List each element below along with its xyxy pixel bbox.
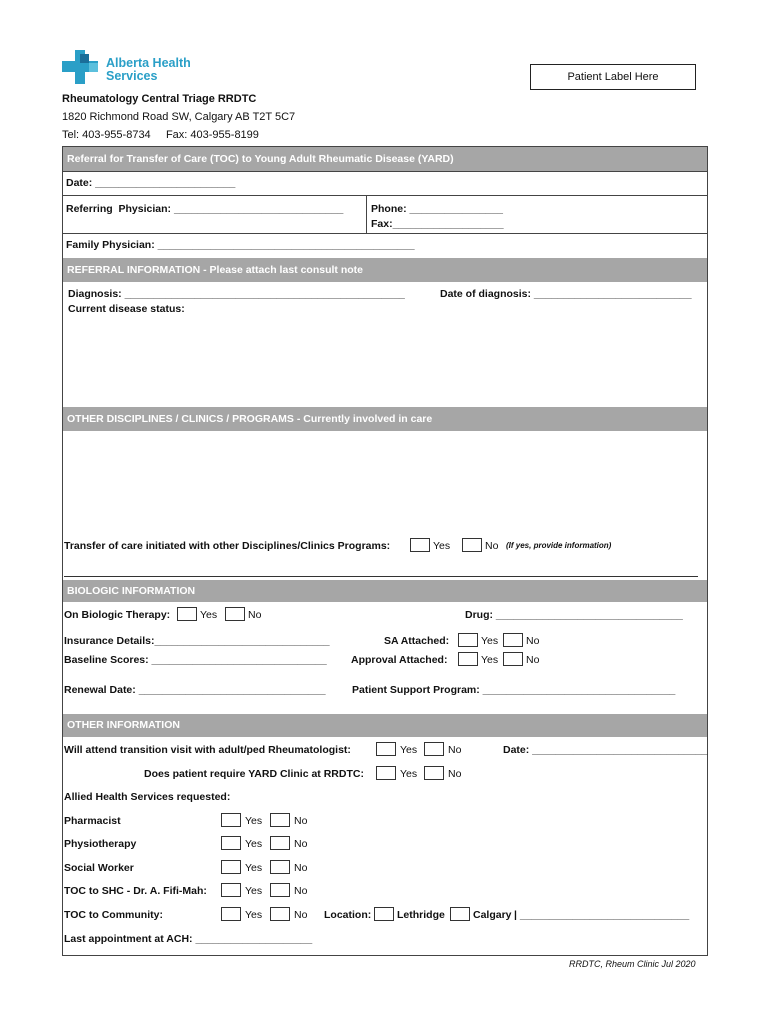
on-biologic-label: On Biologic Therapy:	[64, 609, 171, 621]
patient-label-box	[530, 64, 696, 90]
pharmacist-yes-checkbox[interactable]	[221, 813, 241, 827]
physiotherapy-label: Physiotherapy	[64, 838, 137, 850]
last-appointment-field[interactable]: Last appointment at ACH: ____________________	[64, 933, 313, 945]
transfer-no-checkbox[interactable]	[462, 538, 482, 552]
ahs-logo	[62, 50, 202, 86]
toc-comm-yes-checkbox[interactable]	[221, 907, 241, 921]
pharmacist-no-checkbox[interactable]	[270, 813, 290, 827]
yard-clinic-label: Does patient require YARD Clinic at RRDTC:	[144, 768, 364, 780]
sa-yes-label: Yes	[481, 635, 499, 647]
clinic-name: Rheumatology Central Triage RRDTC	[62, 93, 257, 105]
fax-field[interactable]: Fax:___________________	[371, 218, 504, 230]
social-no-checkbox[interactable]	[270, 860, 290, 874]
transfer-label: Transfer of care initiated with other Disciplines/Clinics Programs:	[64, 540, 391, 552]
approval-yes-label: Yes	[481, 654, 499, 666]
transition-visit-label: Will attend transition visit with adult/ped Rheumatologist:	[64, 744, 351, 756]
drug-field[interactable]: Drug: ________________________________	[465, 609, 683, 621]
approval-no-label: No	[526, 654, 540, 666]
transition-no-label: No	[448, 744, 462, 756]
toc-shc-no-label: No	[294, 885, 308, 897]
toc-shc-label: TOC to SHC - Dr. A. Fifi-Mah:	[64, 885, 207, 897]
clinic-contact: Tel: 403-955-8734 Fax: 403-955-8199	[62, 129, 259, 141]
lethbridge-checkbox[interactable]	[374, 907, 394, 921]
biologic-no-label: No	[248, 609, 262, 621]
biologic-band: BIOLOGIC INFORMATION	[63, 580, 707, 602]
date-of-diagnosis-field[interactable]: Date of diagnosis: ___________________________	[440, 288, 692, 300]
physio-no-checkbox[interactable]	[270, 836, 290, 850]
transition-yes-checkbox[interactable]	[376, 742, 396, 756]
referral-info-band: REFERRAL INFORMATION - Please attach last consult note	[63, 258, 707, 282]
yard-no-checkbox[interactable]	[424, 766, 444, 780]
transfer-no-label: No	[485, 540, 499, 552]
yard-yes-checkbox[interactable]	[376, 766, 396, 780]
pharmacist-label: Pharmacist	[64, 815, 121, 827]
calgary-other-field[interactable]: | _____________________________	[514, 909, 690, 921]
physio-yes-label: Yes	[245, 838, 263, 850]
phone-field[interactable]: Phone: ________________	[371, 203, 503, 215]
lethbridge-label: Lethridge	[397, 909, 445, 921]
transfer-note: (If yes, provide information)	[506, 541, 612, 550]
pharmacist-no-label: No	[294, 815, 308, 827]
social-yes-checkbox[interactable]	[221, 860, 241, 874]
approval-no-checkbox[interactable]	[503, 652, 523, 666]
toc-shc-yes-label: Yes	[245, 885, 263, 897]
social-no-label: No	[294, 862, 308, 874]
sa-no-label: No	[526, 635, 540, 647]
biologic-yes-label: Yes	[200, 609, 218, 621]
transfer-info-line[interactable]	[64, 576, 698, 577]
date-field[interactable]: Date: ________________________	[66, 177, 236, 189]
other-info-band: OTHER INFORMATION	[63, 714, 707, 737]
calgary-label: Calgary	[473, 909, 512, 921]
toc-shc-no-checkbox[interactable]	[270, 883, 290, 897]
social-worker-label: Social Worker	[64, 862, 134, 874]
renewal-date-field[interactable]: Renewal Date: ________________________________	[64, 684, 326, 696]
sa-no-checkbox[interactable]	[503, 633, 523, 647]
referring-physician-field[interactable]: Referring Physician: _____________________________	[66, 203, 344, 215]
toc-comm-yes-label: Yes	[245, 909, 263, 921]
transition-yes-label: Yes	[400, 744, 418, 756]
toc-comm-no-label: No	[294, 909, 308, 921]
other-disciplines-band: OTHER DISCIPLINES / CLINICS / PROGRAMS - Currently involved in care	[63, 407, 707, 431]
family-physician-field[interactable]: Family Physician: ____________________________________________	[66, 239, 415, 251]
approval-attached-label: Approval Attached:	[351, 654, 448, 666]
toc-community-label: TOC to Community:	[64, 909, 163, 921]
biologic-no-checkbox[interactable]	[225, 607, 245, 621]
transfer-yes-checkbox[interactable]	[410, 538, 430, 552]
patient-label-text: Patient Label Here	[567, 71, 659, 83]
disease-status-label: Current disease status:	[68, 303, 185, 315]
toc-shc-yes-checkbox[interactable]	[221, 883, 241, 897]
allied-health-label: Allied Health Services requested:	[64, 791, 231, 803]
location-label: Location:	[324, 909, 372, 921]
physio-no-label: No	[294, 838, 308, 850]
sa-attached-label: SA Attached:	[384, 635, 450, 647]
transfer-yes-label: Yes	[433, 540, 451, 552]
patient-support-field[interactable]: Patient Support Program: _________________________________	[352, 684, 676, 696]
ahs-logo-mark-icon	[62, 50, 104, 84]
clinic-address: 1820 Richmond Road SW, Calgary AB T2T 5C7	[62, 111, 296, 123]
biologic-yes-checkbox[interactable]	[177, 607, 197, 621]
yard-no-label: No	[448, 768, 462, 780]
calgary-checkbox[interactable]	[450, 907, 470, 921]
baseline-field[interactable]: Baseline Scores: ______________________________	[64, 654, 327, 666]
toc-comm-no-checkbox[interactable]	[270, 907, 290, 921]
logo-line-2: Services	[106, 69, 158, 83]
sa-yes-checkbox[interactable]	[458, 633, 478, 647]
physio-yes-checkbox[interactable]	[221, 836, 241, 850]
footer-note: RRDTC, Rheum Clinic Jul 2020	[569, 959, 696, 969]
logo-line-1: Alberta Health	[106, 56, 191, 70]
yard-yes-label: Yes	[400, 768, 418, 780]
insurance-field[interactable]: Insurance Details:______________________________	[64, 635, 330, 647]
transition-no-checkbox[interactable]	[424, 742, 444, 756]
divider	[366, 195, 367, 233]
approval-yes-checkbox[interactable]	[458, 652, 478, 666]
transition-date-field[interactable]: Date: ______________________________	[503, 744, 708, 756]
diagnosis-field[interactable]: Diagnosis: ________________________________________________	[68, 288, 405, 300]
form-title: Referral for Transfer of Care (TOC) to Young Adult Rheumatic Disease (YARD)	[63, 147, 707, 171]
pharmacist-yes-label: Yes	[245, 815, 263, 827]
social-yes-label: Yes	[245, 862, 263, 874]
